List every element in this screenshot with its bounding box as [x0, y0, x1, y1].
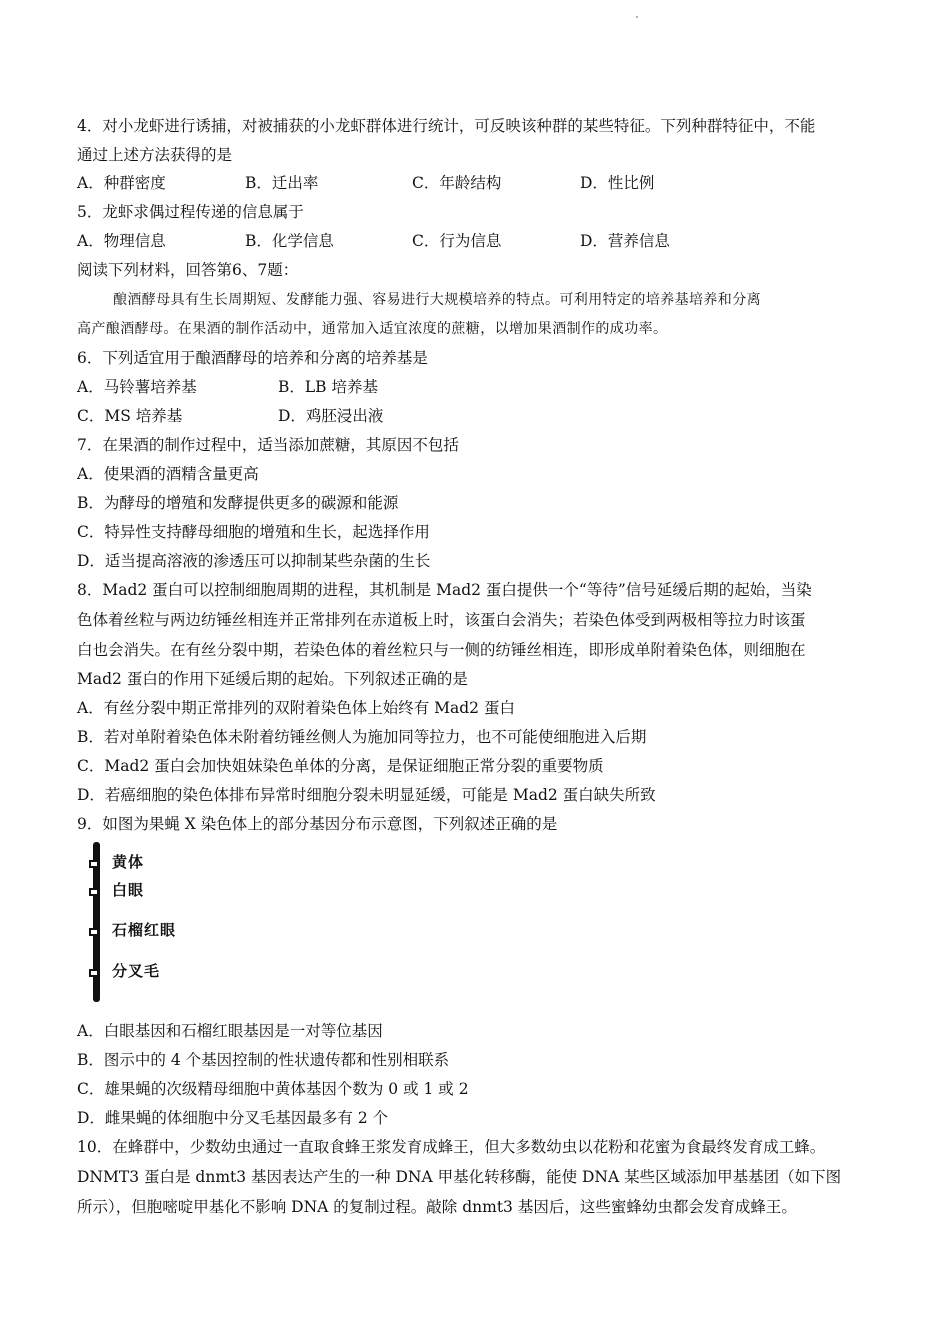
- q7-option-a: A．使果酒的酒精含量更高: [77, 465, 259, 483]
- q8-stem-line2: 色体着丝粒与两边纺锤丝相连并正常排列在赤道板上时，该蛋白会消失；若染色体受到两极相等拉力时该蛋: [77, 611, 806, 629]
- q6-option-b: B．LB 培养基: [278, 378, 379, 396]
- q8-option-b: B．若对单附着染色体未附着纺锤丝侧人为施加同等拉力，也不可能使细胞进入后期: [77, 728, 647, 746]
- q10-stem-line1: 10．在蜂群中，少数幼虫通过一直取食蜂王浆发育成蜂王，但大多数幼虫以花粉和花蜜为食最终发育成工蜂。: [77, 1138, 826, 1156]
- q8-option-a: A．有丝分裂中期正常排列的双附着染色体上始终有 Mad2 蛋白: [77, 699, 515, 717]
- q4-option-b: B．迁出率: [245, 174, 319, 192]
- q8-stem-line4: Mad2 蛋白的作用下延缓后期的起始。下列叙述正确的是: [77, 670, 468, 688]
- q7-option-b: B．为酵母的增殖和发酵提供更多的碳源和能源: [77, 494, 399, 512]
- q7-option-c: C．特异性支持酵母细胞的增殖和生长，起选择作用: [77, 523, 430, 541]
- q8-option-c: C．Mad2 蛋白会加快姐妹染色单体的分离，是保证细胞正常分裂的重要物质: [77, 757, 604, 775]
- gene-locus-yellow: [89, 860, 99, 868]
- reading-intro: 阅读下列材料，回答第6、7题：: [77, 261, 299, 279]
- q8-stem-line3: 白也会消失。在有丝分裂中期，若染色体的着丝粒只与一侧的纺锤丝相连，即形成单附着染色体，则细胞在: [77, 641, 806, 659]
- q5-options: [77, 231, 877, 251]
- q9-option-b: B．图示中的 4 个基因控制的性状遗传都和性别相联系: [77, 1051, 450, 1069]
- q8-option-d: D．若癌细胞的染色体排布异常时细胞分裂未明显延缓，可能是 Mad2 蛋白缺失所致: [77, 786, 656, 804]
- q6-option-d: D．鸡胚浸出液: [278, 407, 384, 425]
- q5-option-d: D．营养信息: [580, 232, 670, 250]
- q5-option-c: C．行为信息: [412, 232, 502, 250]
- gene-label-yellow: 黄体: [112, 853, 145, 871]
- q9-option-a: A．白眼基因和石榴红眼基因是一对等位基因: [77, 1022, 383, 1040]
- q6-option-a: A．马铃薯培养基: [77, 378, 197, 396]
- q4-option-d: D．性比例: [580, 174, 655, 192]
- q7-stem: 7．在果酒的制作过程中，适当添加蔗糖，其原因不包括: [77, 436, 459, 454]
- q6-options-row2: [77, 406, 877, 426]
- q9-option-d: D．雌果蝇的体细胞中分叉毛基因最多有 2 个: [77, 1109, 389, 1127]
- q4-option-c: C．年龄结构: [412, 174, 502, 192]
- gene-label-white: 白眼: [112, 881, 145, 899]
- gene-label-forked: 分叉毛: [112, 962, 161, 980]
- q10-stem-line2: DNMT3 蛋白是 dnmt3 基因表达产生的一种 DNA 甲基化转移酶，能使 DNA 某些区域添加甲基基团（如下图: [77, 1168, 842, 1186]
- gene-locus-garnet: [89, 928, 99, 936]
- q6-options-row1: [77, 377, 877, 397]
- q5-option-b: B．化学信息: [245, 232, 334, 250]
- chromosome-figure: [86, 840, 206, 1005]
- gene-locus-white: [89, 888, 99, 896]
- q8-stem-line1: 8．Mad2 蛋白可以控制细胞周期的进程，其机制是 Mad2 蛋白提供一个“等待”信号延缓后期的起始，当染: [77, 581, 812, 599]
- gene-label-garnet: 石榴红眼: [112, 921, 177, 939]
- q5-option-a: A．物理信息: [77, 232, 166, 250]
- q4-options: [77, 173, 877, 193]
- q7-option-d: D．适当提高溶液的渗透压可以抑制某些杂菌的生长: [77, 552, 431, 570]
- q6-option-c: C．MS 培养基: [77, 407, 183, 425]
- q5-stem: 5．龙虾求偶过程传递的信息属于: [77, 203, 304, 221]
- gene-locus-forked: [89, 969, 99, 977]
- q10-stem-line3: 所示），但胞嘧啶甲基化不影响 DNA 的复制过程。敲除 dnmt3 基因后，这些蜜蜂幼虫都会发育成蜂王。: [77, 1198, 797, 1216]
- q4-stem-line2: 通过上述方法获得的是: [77, 146, 233, 164]
- q6-stem: 6．下列适宜用于酿酒酵母的培养和分离的培养基是: [77, 349, 428, 367]
- header-dot: [636, 16, 638, 18]
- q4-option-a: A．种群密度: [77, 174, 166, 192]
- reading-passage-line2: 高产酿酒酵母。在果酒的制作活动中，通常加入适宜浓度的蔗糖，以增加果酒制作的成功率。: [77, 321, 668, 337]
- q9-stem: 9．如图为果蝇 X 染色体上的部分基因分布示意图，下列叙述正确的是: [77, 815, 558, 833]
- q4-stem-line1: 4．对小龙虾进行诱捕，对被捕获的小龙虾群体进行统计，可反映该种群的某些特征。下列种群特征中，不能: [77, 117, 816, 135]
- q9-option-c: C．雄果蝇的次级精母细胞中黄体基因个数为 0 或 1 或 2: [77, 1080, 469, 1098]
- reading-passage-line1: 酿酒酵母具有生长周期短、发酵能力强、容易进行大规模培养的特点。可利用特定的培养基培养和分离: [113, 292, 761, 308]
